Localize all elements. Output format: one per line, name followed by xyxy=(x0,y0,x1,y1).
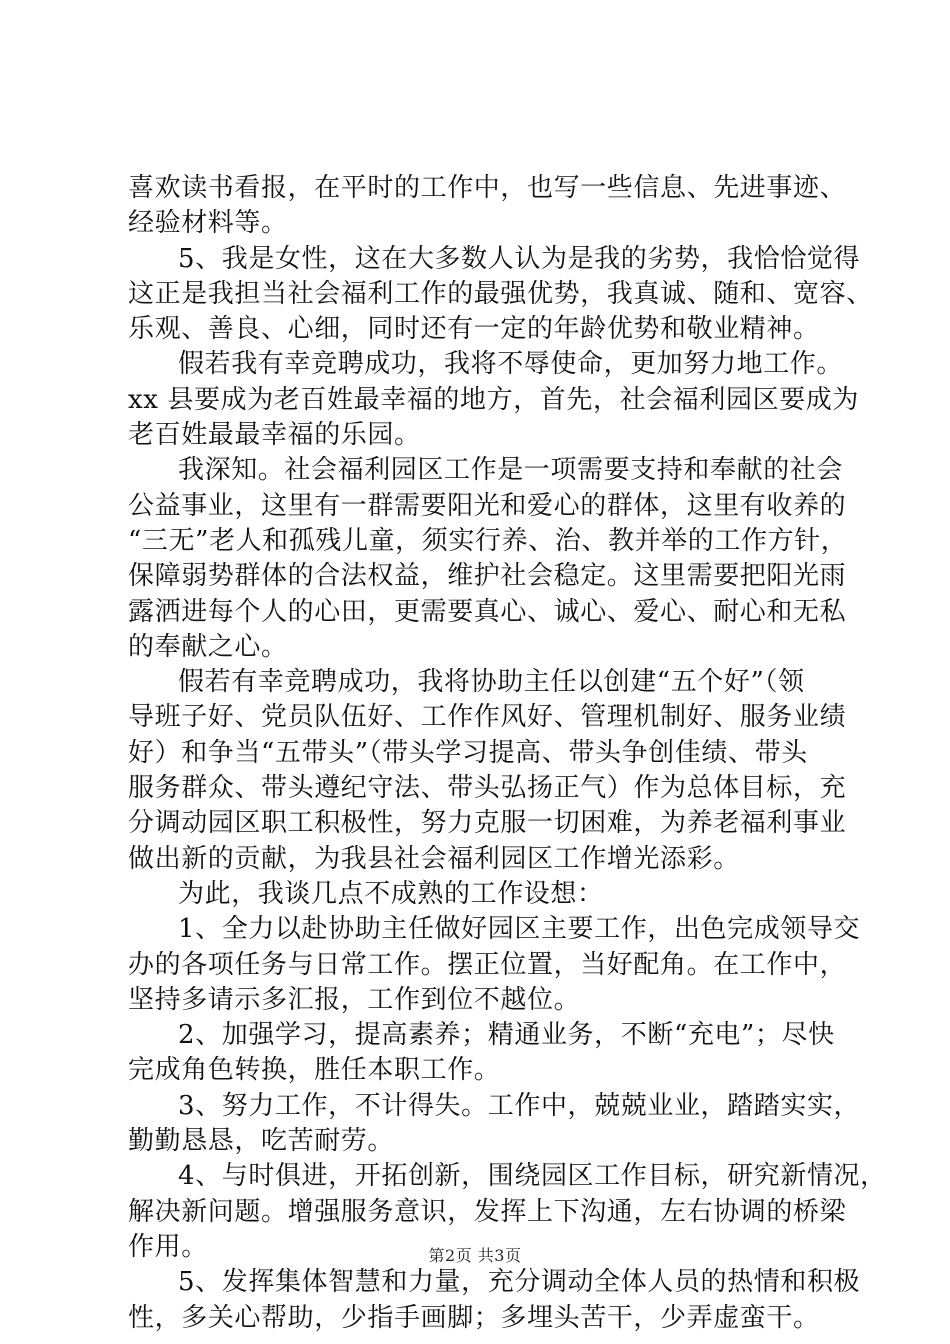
text-line: 假若有幸竞聘成功，我将协助主任以创建“五个好”（领 xyxy=(178,667,805,698)
text-line: 1、全力以赴协助主任做好园区主要工作，出色完成领导交 xyxy=(178,914,861,945)
text-line: 分调动园区职工积极性，努力克服一切困难，为养老福利事业 xyxy=(128,808,847,839)
text-line: 2、加强学习，提高素养；精通业务，不断“充电”；尽快 xyxy=(178,1020,835,1051)
text-line: 乐观、善良、心细，同时还有一定的年龄优势和敬业精神。 xyxy=(128,314,820,345)
text-line: xx 县要成为老百姓最幸福的地方，首先，社会福利园区要成为 xyxy=(128,384,859,415)
text-line: 5、发挥集体智慧和力量，充分调动全体人员的热情和积极 xyxy=(178,1267,861,1298)
text-line: 老百姓最最幸福的乐园。 xyxy=(128,420,421,451)
text-line: 完成角色转换，胜任本职工作。 xyxy=(128,1055,501,1086)
text-line: 公益事业，这里有一群需要阳光和爱心的群体，这里有收养的 xyxy=(128,490,847,521)
text-line: 经验材料等。 xyxy=(128,208,288,239)
page-footer: 第2页 共3页 xyxy=(428,1246,522,1265)
text-line: “三无”老人和孤残儿童，须实行养、治、教并举的工作方针， xyxy=(128,525,848,556)
text-line: 5、我是女性，这在大多数人认为是我的劣势，我恰恰觉得 xyxy=(178,243,861,274)
text-line: 保障弱势群体的合法权益，维护社会稳定。这里需要把阳光雨 xyxy=(128,561,847,592)
text-line: 导班子好、党员队伍好、工作作风好、管理机制好、服务业绩 xyxy=(128,702,847,733)
text-line: 解决新问题。增强服务意识，发挥上下沟通，左右协调的桥梁 xyxy=(128,1196,847,1227)
text-line: 3、努力工作，不计得失。工作中，兢兢业业，踏踏实实， xyxy=(178,1090,861,1121)
text-line: 坚持多请示多汇报，工作到位不越位。 xyxy=(128,984,581,1015)
text-line: 为此，我谈几点不成熟的工作设想： xyxy=(178,878,604,909)
text-line: 这正是我担当社会福利工作的最强优势，我真诚、随和、宽容、 xyxy=(128,278,873,309)
text-line: 做出新的贡献，为我县社会福利园区工作增光添彩。 xyxy=(128,843,740,874)
text-line: 露洒进每个人的心田，更需要真心、诚心、爱心、耐心和无私 xyxy=(128,596,847,627)
text-line: 服务群众、带头遵纪守法、带头弘扬正气）作为总体目标，充 xyxy=(128,773,847,804)
text-line: 的奉献之心。 xyxy=(128,631,288,662)
text-line: 性，多关心帮助，少指手画脚；多埋头苦干，少弄虚蛮干。 xyxy=(128,1302,820,1333)
body-text xyxy=(128,171,887,1336)
text-line: 假若我有幸竞聘成功，我将不辱使命，更加努力地工作。 xyxy=(178,349,844,380)
text-line: 喜欢读书看报，在平时的工作中，也写一些信息、先进事迹、 xyxy=(128,173,847,203)
text-line: 我深知。社会福利园区工作是一项需要支持和奉献的社会 xyxy=(178,455,844,486)
text-line: 4、与时俱进，开拓创新，围绕园区工作目标，研究新情况， xyxy=(178,1161,887,1192)
text-line: 好）和争当“五带头”（带头学习提高、带头争创佳绩、带头 xyxy=(128,737,808,768)
text-line: 办的各项任务与日常工作。摆正位置，当好配角。在工作中， xyxy=(128,949,847,980)
text-line: 作用。 xyxy=(128,1231,208,1262)
text-line: 勤勤恳恳，吃苦耐劳。 xyxy=(128,1126,395,1157)
